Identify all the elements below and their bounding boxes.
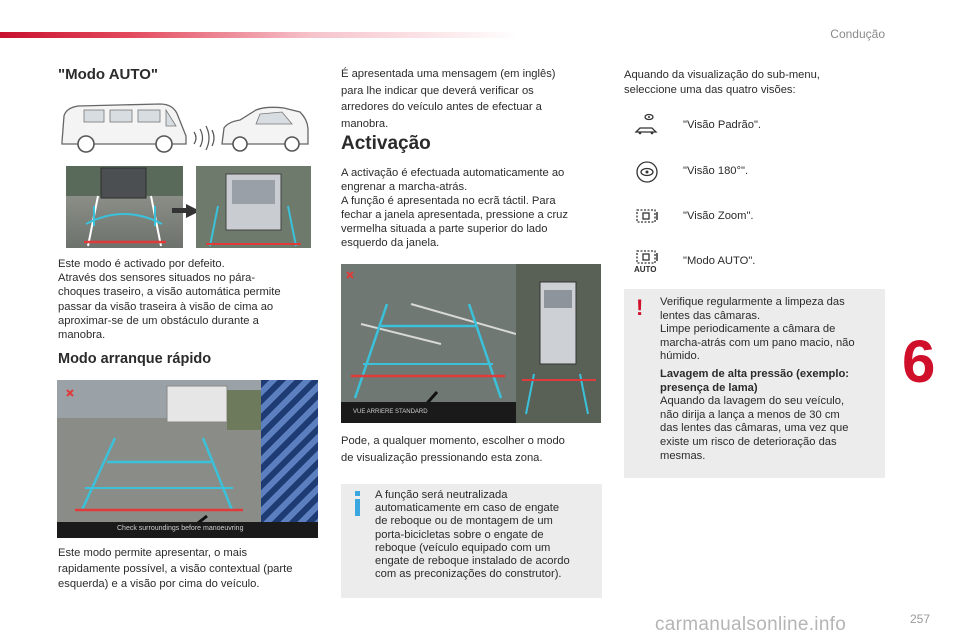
warning-box (624, 289, 885, 478)
top-view-image (196, 166, 311, 248)
touchscreen-reverse-camera (341, 264, 601, 423)
standard-view-icon (634, 112, 658, 136)
quick-start-description: Este modo permite apresentar, o mais rapidamente possível, a visão contextual (parte esquerda) e a visão por cima do veículo. (58, 547, 293, 590)
info-box (341, 484, 602, 598)
view-option-standard: "Visão Padrão". (683, 119, 762, 131)
warning-icon: ! (636, 295, 644, 320)
view-mode-hint: Pode, a qualquer momento, escolher o modo de visualização pressionando esta zona. (341, 435, 565, 464)
auto-badge: AUTO (634, 265, 657, 274)
view-option-180: "Visão 180°". (683, 165, 749, 177)
header-accent-bar (0, 32, 520, 38)
view-180-icon (635, 160, 659, 184)
view-mode-caption: VUE ARRIERE STANDARD (341, 402, 516, 423)
view-option-auto: "Modo AUTO". (683, 255, 756, 267)
page-number: 257 (910, 612, 931, 626)
watermark: carmanualsonline.info (655, 614, 847, 635)
message-intro-text: É apresentada uma mensagem (em inglês) para lhe indicar que deverá verificar os arredores do veículo antes de efectuar a manobra. (341, 68, 556, 130)
view-option-zoom: "Visão Zoom". (683, 210, 754, 222)
section-title: Condução (830, 27, 885, 41)
warning-text: Verifique regularmente a limpeza das lentes das câmaras. Limpe periodicamente a câmara de marcha-atrás com um pano macio, não húmido. Lavagem de alta pressão (exemplo: presença de lama) Aquando da lavagem do seu veículo, não dirija a lança a menos de 30 cm das lentes das câmaras, uma vez que existe um risco de deterioração das mesmas. (660, 296, 855, 462)
bird-view-panel (516, 264, 601, 423)
rear-camera-view-image (66, 166, 183, 248)
camera-caption-bar: Check surroundings before manoeuvring (57, 522, 318, 538)
top-view-placeholder (261, 380, 318, 522)
heading-auto-mode: "Modo AUTO" (58, 66, 159, 83)
submenu-intro: Aquando da visualização do sub-menu, seleccione uma das quatro visões: (624, 69, 820, 96)
info-icon (355, 499, 360, 516)
heading-quick-start: Modo arranque rápido (58, 351, 212, 367)
arrow-shaft (172, 208, 188, 213)
chapter-number: 6 (902, 328, 936, 395)
quick-start-camera-screen (57, 380, 318, 538)
zoom-view-icon (635, 204, 659, 228)
auto-mode-description: Este modo é activado por defeito. Através dos sensores situados no pára- choques traseiro, a visão automática permite passar da visão traseira à visão de cima ao aproximar-se de um obstáculo durante a manobra. (58, 258, 281, 342)
info-text: A função será neutralizada automaticamente em caso de engate de reboque ou de montagem de um porta-bicicletas sobre o engate de reboque (veículo equipado com um engate de reboque instalado de acordo com as preconizações do construtor). (375, 489, 570, 581)
heading-activation: Activação (341, 133, 431, 154)
info-icon-dot (355, 491, 360, 496)
car-obstacle-illustration (56, 96, 316, 158)
activation-description: A activação é efectuada automaticamente ao engrenar a marcha-atrás. A função é apresentada no ecrã táctil. Para fechar a janela apresentada, pressione a cruz vermelha situada a parte superior do lado esquerdo da janela. (341, 167, 569, 249)
